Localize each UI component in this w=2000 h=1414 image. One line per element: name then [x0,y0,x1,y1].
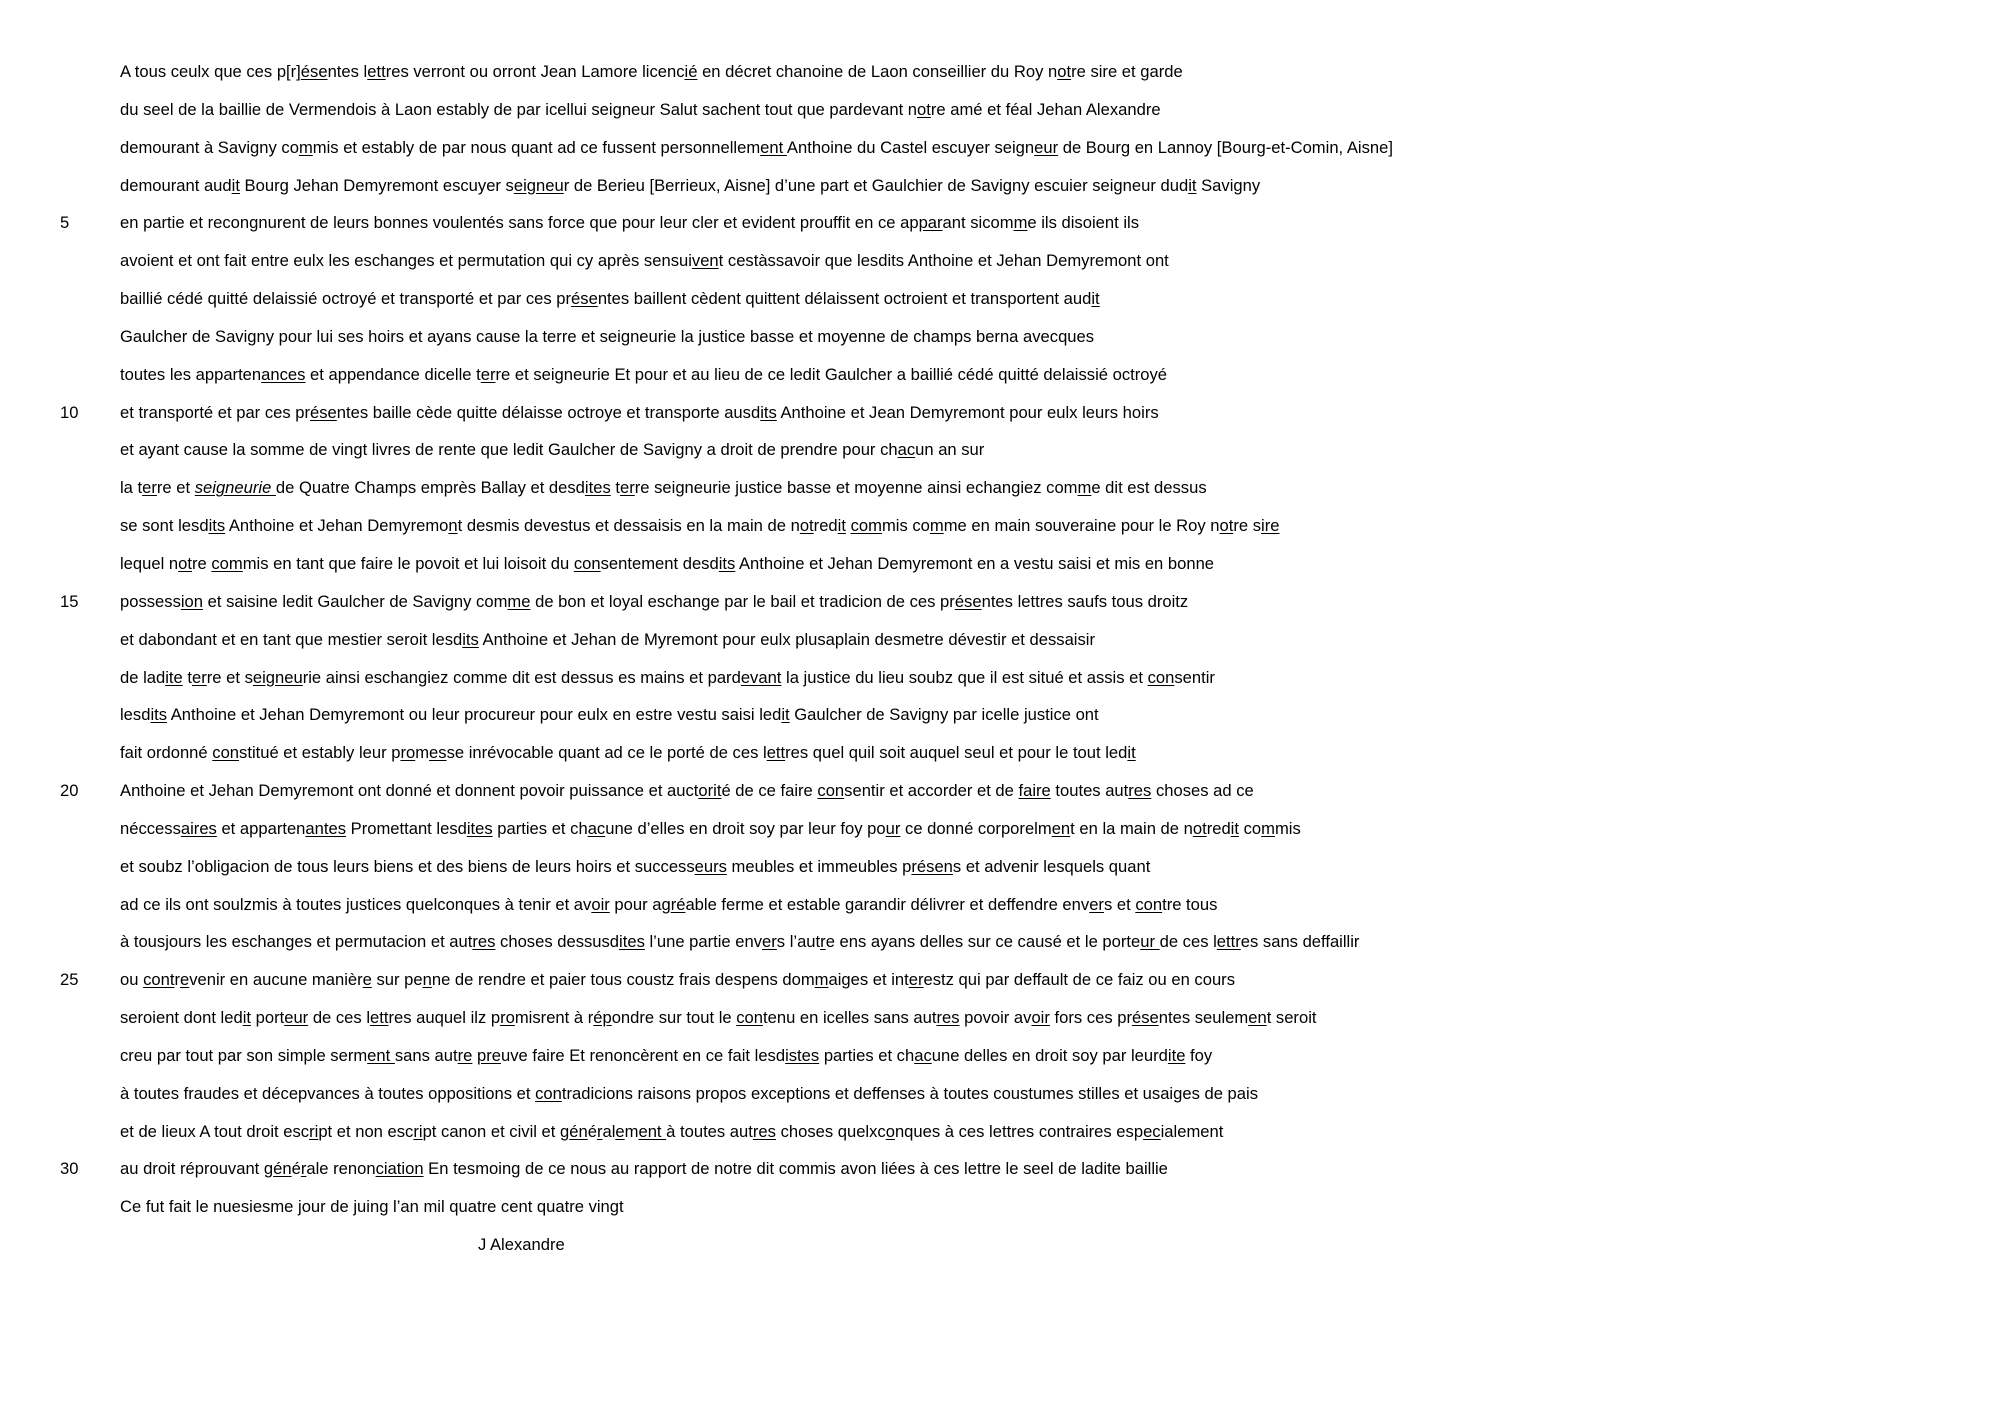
document-line [0,1154,2000,1192]
line-number: 15 [60,591,79,611]
document-line [0,133,2000,171]
document-line [0,322,2000,360]
line-text: à tousjours les eschanges et permutacion et autres choses dessusdites l’une partie envers l’autre ens ayans delles sur ce causé et le porteur de ces lettres sans deffaillir [120,932,1360,952]
line-text: et transporté et par ces présentes baille cède quitte délaisse octroye et transporte ausdits Anthoine et Jean Demyremont pour eulx leurs hoirs [120,402,1159,422]
line-text: fait ordonné constitué et estably leur promesse inrévocable quant ad ce le porté de ces lettres quel quil soit auquel seul et pour le tout ledit [120,743,1136,763]
line-number: 30 [60,1159,79,1179]
line-text: et soubz l’obligacion de tous leurs biens et des biens de leurs hoirs et successeurs meubles et immeubles présens et advenir lesquels quant [120,856,1151,876]
document-line [0,852,2000,890]
line-text: ad ce ils ont soulzmis à toutes justices quelconques à tenir et avoir pour agréable ferme et estable garandir délivrer et deffendre envers et contre tous [120,894,1218,914]
document-line [0,171,2000,209]
line-text: demourant à Savigny commis et estably de par nous quant ad ce fussent personnellement Anthoine du Castel escuyer seigneur de Bourg en Lannoy [Bourg-et-Comin, Aisne] [120,137,1393,157]
document-line [0,738,2000,776]
document-line [0,435,2000,473]
document-line [0,625,2000,663]
line-text: de ladite terre et seigneurie ainsi eschangiez comme dit est dessus es mains et pardevant la justice du lieu soubz que il est situé et assis et consentir [120,667,1215,687]
document-line [0,473,2000,511]
document-line [0,208,2000,246]
document-line [0,284,2000,322]
line-number: 20 [60,781,79,801]
document-line [0,360,2000,398]
line-text: et de lieux A tout droit escript et non escript canon et civil et généralement à toutes autres choses quelxconques à ces lettres contraires especialement [120,1121,1224,1141]
line-text: Ce fut fait le nuesiesme jour de juing l’an mil quatre cent quatre vingt [120,1197,624,1217]
signature-text: J Alexandre [478,1235,565,1255]
line-text: à toutes fraudes et décepvances à toutes oppositions et contradicions raisons propos exceptions et deffenses à toutes coustumes stilles et usaiges de pais [120,1083,1258,1103]
line-text: du seel de la baillie de Vermendois à Laon estably de par icellui seigneur Salut sachent tout que pardevant notre amé et féal Jehan Alexandre [120,99,1161,119]
document-line [0,1079,2000,1117]
line-text: avoient et ont fait entre eulx les eschanges et permutation qui cy après sensuivent cestàssavoir que lesdits Anthoine et Jehan Demyremont ont [120,251,1169,271]
line-text: Gaulcher de Savigny pour lui ses hoirs et ayans cause la terre et seigneurie la justice basse et moyenne de champs berna avecques [120,326,1095,346]
line-text: possession et saisine ledit Gaulcher de Savigny comme de bon et loyal eschange par le bail et tradicion de ces présentes lettres saufs tous droitz [120,591,1189,611]
document-line [0,700,2000,738]
line-text: lesdits Anthoine et Jehan Demyremont ou leur procureur pour eulx en estre vestu saisi ledit Gaulcher de Savigny par icelle justice ont [120,705,1099,725]
line-text: néccessaires et appartenantes Promettant lesdites parties et chacune d’elles en droit soy par leur foy pour ce donné corporelment en la main de notredit commis [120,818,1301,838]
signature-line [0,1230,2000,1268]
line-number: 25 [60,970,79,990]
line-text: et ayant cause la somme de vingt livres de rente que ledit Gaulcher de Savigny a droit de prendre pour chacun an sur [120,440,985,460]
document-line [0,57,2000,95]
line-text: Anthoine et Jehan Demyremont ont donné et donnent povoir puissance et auctorité de ce faire consentir et accorder et de faire toutes autres choses ad ce [120,781,1254,801]
document-line [0,776,2000,814]
document-line [0,965,2000,1003]
line-text: en partie et recongnurent de leurs bonnes voulentés sans force que pour leur cler et evident prouffit en ce apparant sicomme ils disoient ils [120,213,1139,233]
document-line [0,1192,2000,1230]
document-line [0,814,2000,852]
line-text: ou contrevenir en aucune manière sur penne de rendre et paier tous coustz frais despens dommaiges et interestz qui par deffault de ce faiz ou en cours [120,970,1235,990]
document-line [0,246,2000,284]
document-line [0,927,2000,965]
document-line [0,511,2000,549]
line-text: lequel notre commis en tant que faire le povoit et lui loisoit du consentement desdits Anthoine et Jehan Demyremont en a vestu saisi et mis en bonne [120,553,1215,573]
line-number: 5 [60,213,70,233]
line-text: se sont lesdits Anthoine et Jehan Demyremont desmis devestus et dessaisis en la main de notredit commis comme en main souveraine pour le Roy notre sire [120,516,1280,536]
document-line [0,1003,2000,1041]
transcription-lines [0,57,2000,1230]
document-line [0,549,2000,587]
line-text: demourant audit Bourg Jehan Demyremont escuyer seigneur de Berieu [Berrieux, Aisne] d’une part et Gaulchier de Savigny escuier seigneur dudit Savigny [120,175,1261,195]
line-text: baillié cédé quitté delaissié octroyé et transporté et par ces présentes baillent cèdent quittent délaissent octroient et transportent audit [120,289,1100,309]
transcription-page [0,57,2000,1268]
line-text: toutes les appartenances et appendance dicelle terre et seigneurie Et pour et au lieu de ce ledit Gaulcher a baillié cédé quitté delaissié octroyé [120,364,1168,384]
line-text: A tous ceulx que ces p[r]ésentes lettres verront ou orront Jean Lamore licencié en décret chanoine de Laon conseillier du Roy notre sire et garde [120,62,1183,81]
document-line [0,1117,2000,1155]
document-line [0,398,2000,436]
document-line [0,663,2000,701]
line-text: seroient dont ledit porteur de ces lettres auquel ilz promisrent à répondre sur tout le contenu en icelles sans autres povoir avoir fors ces présentes seulement seroit [120,1008,1317,1028]
document-line [0,890,2000,928]
line-text: la terre et seigneurie de Quatre Champs emprès Ballay et desdites terre seigneurie justice basse et moyenne ainsi echangiez comme dit est dessus [120,478,1207,498]
line-text: au droit réprouvant générale renonciation En tesmoing de ce nous au rapport de notre dit commis avon liées à ces lettre le seel de ladite baillie [120,1159,1168,1179]
line-number: 10 [60,402,79,422]
document-line [0,587,2000,625]
line-text: et dabondant et en tant que mestier seroit lesdits Anthoine et Jehan de Myremont pour eulx plusaplain desmetre dévestir et dessaisir [120,629,1095,649]
line-text: creu par tout par son simple serment sans autre preuve faire Et renoncèrent en ce fait lesdistes parties et chacune delles en droit soy par leurdite foy [120,1045,1213,1065]
document-line [0,95,2000,133]
document-line [0,1041,2000,1079]
